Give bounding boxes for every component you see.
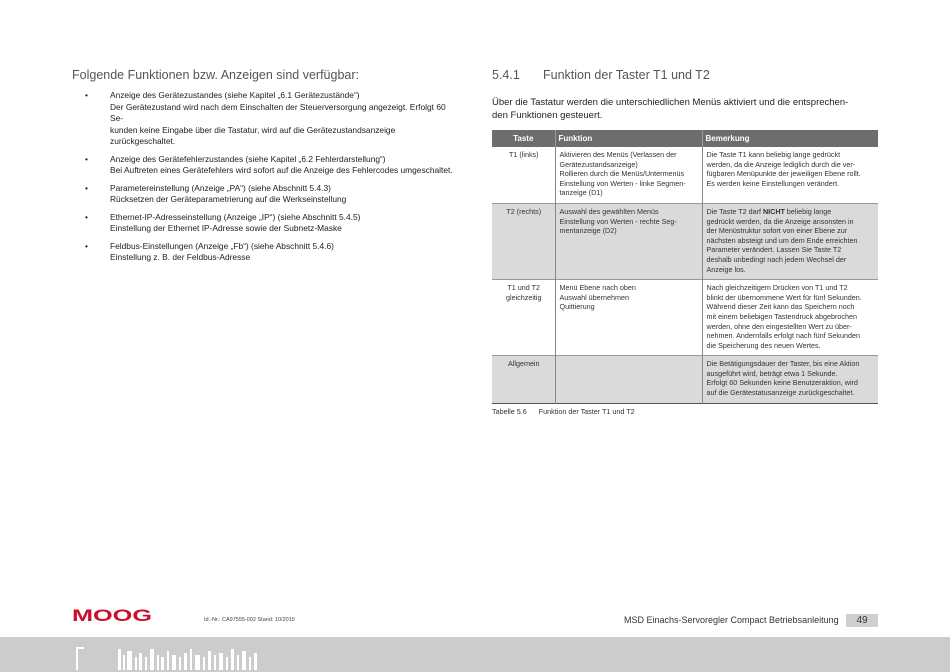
column-header-remark: Bemerkung bbox=[702, 130, 878, 147]
document-id: Id.-Nr.: CA97555-002 Stand: 10/2015 bbox=[204, 617, 295, 623]
list-item-line: Parametereinstellung (Anzeige „PA“) (siehe Abschnitt 5.4.3) bbox=[110, 182, 331, 193]
caption-text: Funktion der Taster T1 und T2 bbox=[538, 406, 635, 416]
function-table bbox=[492, 130, 878, 404]
list-item-line: kunden keine Eingabe über die Tastatur, wird auf die Gerätezustandsanzeige zurückgeschaltet. bbox=[110, 124, 396, 146]
bullet-icon: • bbox=[85, 211, 88, 222]
list-item-line: Bei Auftreten eines Gerätefehlers wird sofort auf die Anzeige des Fehlercodes umgeschaltet. bbox=[110, 165, 453, 175]
table-caption bbox=[492, 407, 878, 416]
bullet-icon: • bbox=[85, 240, 88, 251]
section-title: Funktion der Taster T1 und T2 bbox=[543, 68, 710, 82]
list-item bbox=[72, 154, 456, 177]
paragraph-line: Über die Tastatur werden die unterschiedlichen Menüs aktiviert und die entsprechen- bbox=[492, 97, 849, 108]
cell-key: T2 (rechts) bbox=[492, 203, 555, 279]
cell-function: Auswahl des gewählten Menüs Einstellung von Werten - rechte Seg- mentanzeige (D2) bbox=[555, 203, 702, 279]
intro-heading: Folgende Funktionen bzw. Anzeigen sind verfügbar: bbox=[72, 68, 359, 82]
cell-remark: Die Taste T2 darf NICHT beliebig lange gedrückt werden, da die Anzeige ansonsten in der Menüstruktur sofort von einer Ebene zur nächsten absteigt und um dem Ende erreichten Parameter verändert. Lassen Sie Taste T2 deshalb unbedingt nach jedem Wechsel der Anzeige los. bbox=[702, 203, 878, 279]
cell-key: T1 (links) bbox=[492, 147, 555, 203]
cell-remark: Die Betätigungsdauer der Taster, bis eine Aktion ausgeführt wird, beträgt etwa 1 Sekunde. Erfolgt 60 Sekunden keine Benutzeraktion, wird auf die Gerätestatusanzeige zurückgeschaltet. bbox=[702, 356, 878, 403]
list-item-line: Anzeige des Gerätezustandes (siehe Kapitel „6.1 Gerätezustände“) bbox=[110, 90, 360, 100]
caption-label: Tabelle 5.6 bbox=[492, 406, 527, 416]
cell-remark: Die Taste T1 kann beliebig lange gedrückt werden, da die Anzeige lediglich durch die ver- fügbaren Menüpunkte der jeweiligen Ebene rollt. Es werden keine Einstellungen verändert. bbox=[702, 147, 878, 203]
section-heading bbox=[492, 68, 878, 84]
cell-function: Menü Ebene nach oben Auswahl übernehmen Quittierung bbox=[555, 280, 702, 356]
list-item bbox=[72, 183, 456, 206]
list-item-line: Der Gerätezustand wird nach dem Einschalten der Steuerversorgung angezeigt. Erfolgt 60 Se- bbox=[110, 101, 446, 123]
list-item-line: Rücksetzen der Geräteparametrierung auf die Werkseinstellung bbox=[110, 194, 347, 204]
bullet-icon: • bbox=[85, 182, 88, 193]
table-row bbox=[492, 147, 878, 203]
section-paragraph bbox=[492, 97, 878, 122]
cell-function: Aktivieren des Menüs (Verlassen der Gerätezustandsanzeige) Rollieren durch die Menüs/Untermenüs Einstellung von Werten - linke Segmen- tanzeige (D1) bbox=[555, 147, 702, 203]
table-header-row bbox=[492, 130, 878, 147]
footer-title: MSD Einachs-Servoregler Compact Betriebsanleitung bbox=[624, 615, 839, 625]
cell-key: T1 und T2 gleichzeitig bbox=[492, 280, 555, 356]
list-item-line: Feldbus-Einstellungen (Anzeige „Fb“) (siehe Abschnitt 5.4.6) bbox=[110, 240, 334, 251]
list-item bbox=[72, 90, 456, 148]
bottom-band bbox=[0, 637, 950, 672]
list-item-line: Einstellung der Ethernet IP-Adresse sowie der Subnetz-Maske bbox=[110, 223, 342, 233]
column-header-key: Taste bbox=[492, 130, 555, 147]
page-footer bbox=[0, 605, 950, 635]
cell-remark: Nach gleichzeitigem Drücken von T1 und T2 blinkt der übernommene Wert für fünf Sekunden. Während dieser Zeit kann das Speichern noch mit einem beliebigen Tastendruck abgebrochen werden, ohne den eingestellten Wert zu über- nehmen. Andernfalls erfolgt nach fünf Sekunden die Speicherung des neuen Wertes. bbox=[702, 280, 878, 356]
paragraph-line: den Funktionen gesteuert. bbox=[492, 109, 603, 121]
moog-logo bbox=[72, 607, 152, 623]
bullet-icon: • bbox=[85, 90, 88, 100]
table-row bbox=[492, 356, 878, 403]
right-column bbox=[492, 68, 878, 416]
function-list bbox=[72, 90, 456, 264]
table-row bbox=[492, 203, 878, 279]
list-item-line: Anzeige des Gerätefehlerzustandes (siehe Kapitel „6.2 Fehlerdarstellung“) bbox=[110, 153, 386, 164]
column-header-function: Funktion bbox=[555, 130, 702, 147]
cell-key: Allgemein bbox=[492, 356, 555, 403]
list-item bbox=[72, 241, 456, 264]
table-row bbox=[492, 280, 878, 356]
list-item bbox=[72, 212, 456, 235]
left-column bbox=[72, 68, 456, 270]
decorative-bars-icon bbox=[70, 645, 270, 670]
bullet-icon: • bbox=[85, 153, 88, 164]
page-number: 49 bbox=[846, 614, 878, 627]
section-number: 5.4.1 bbox=[492, 68, 520, 82]
list-item-line: Einstellung z. B. der Feldbus-Adresse bbox=[110, 252, 251, 262]
list-item-line: Ethernet-IP-Adresseinstellung (Anzeige „IP“) (siehe Abschnitt 5.4.5) bbox=[110, 211, 361, 222]
cell-function bbox=[555, 356, 702, 403]
moog-logo-text: MOOG bbox=[72, 607, 152, 623]
emphasis-nicht: NICHT bbox=[762, 206, 785, 216]
